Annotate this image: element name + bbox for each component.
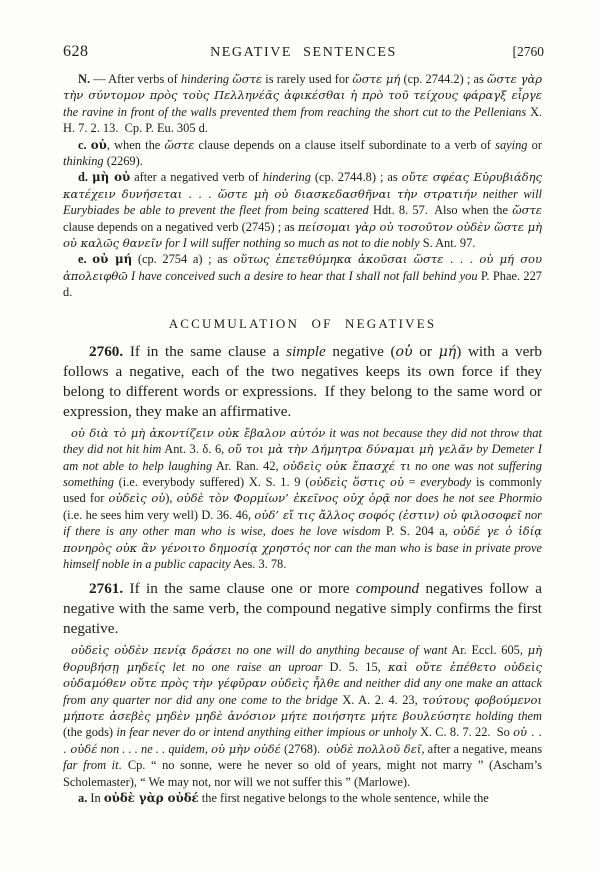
text-run: simple bbox=[286, 342, 326, 360]
text-run: οὐδὲ πολλοῦ δεῖ bbox=[326, 741, 422, 756]
text-run: nor can the man who is base in private prove himself noble in a public capacity bbox=[63, 540, 542, 571]
text-run: (i.e. he sees him very well) D. 36. 46, bbox=[63, 507, 255, 522]
text-run: negatives follow a negative with the same verb, the compound negative simply confirms the first negative. bbox=[63, 580, 542, 638]
text-run: Ar. Ran. 42, bbox=[212, 458, 283, 473]
text-run: or bbox=[412, 342, 439, 360]
text-run: οὔτε σφέας Εὐρυβιάδης κατέχειν δυνήσεται . . . ὥστε μὴ οὐ διασκεδασθῆναι τὴν στρατιήν bbox=[63, 170, 542, 201]
text-run: let no one raise an uproar bbox=[165, 659, 323, 674]
text-run: (cp. 2744.8) ; as bbox=[310, 170, 402, 185]
text-run: X. A. 2. 4. 23, bbox=[337, 692, 423, 707]
section-heading: ACCUMULATION OF NEGATIVES bbox=[168, 315, 437, 331]
text-run: nor does he not see Phormio bbox=[390, 491, 542, 506]
text-run: οὐδὲ τὸν Φορμίων’ ἐκεῖνος οὐχ ὁρᾷ bbox=[176, 491, 391, 506]
section-2761 bbox=[63, 579, 542, 639]
text-run: οὐδ’ εἴ τις ἄλλος σοφός (ἐστιν) οὐ φιλοσοφεῖ bbox=[254, 507, 522, 522]
text-run: Ar. Eccl. 605, bbox=[447, 643, 528, 658]
text-run: οὐδεὶς οὐ bbox=[108, 491, 166, 506]
text-run: (2269). bbox=[103, 154, 143, 169]
note-e bbox=[63, 251, 542, 300]
running-title: NEGATIVE SENTENCES bbox=[210, 45, 397, 60]
text-run: far from it bbox=[63, 758, 119, 773]
text-run: (2768). bbox=[280, 741, 327, 756]
text-run: μή bbox=[438, 343, 457, 360]
text-run: is rarely used for bbox=[262, 72, 353, 86]
text-run: it was not because they did not throw that they did not hit him bbox=[63, 425, 543, 457]
text-run: (cp. 2744.2) ; as bbox=[400, 72, 488, 86]
text-run: nor if there is any other man who is wise, does he love wisdom bbox=[63, 507, 542, 539]
text-run: οὐδεὶς ὅστις οὐ bbox=[309, 474, 404, 489]
text-run: οὐ διὰ τὸ μὴ ἀκοντίζειν οὐκ ἔβαλον αὐτόν bbox=[71, 425, 326, 440]
text-run: Hdt. 8. 57. Also when the bbox=[368, 203, 513, 218]
text-run: negative ( bbox=[325, 342, 396, 360]
text-run: d. bbox=[78, 170, 92, 185]
text-run: is commonly used for bbox=[63, 474, 542, 506]
text-run: — After verbs of bbox=[90, 72, 181, 86]
text-run: the ravine in front of the walls prevented them from reaching the short cut to the Pellenians bbox=[63, 104, 527, 119]
text-run: ὥστε bbox=[232, 72, 263, 86]
text-run: a. bbox=[78, 791, 88, 805]
text-run: after a negatived verb of bbox=[130, 170, 263, 185]
text-run: X. C. 8. 7. 22. So bbox=[416, 725, 514, 740]
text-run: ), bbox=[165, 491, 177, 506]
text-run: for I will suffer nothing so much as not to die nobly bbox=[162, 236, 420, 251]
text-run: οὐ μή bbox=[92, 252, 133, 267]
text-run: non . . . ne . . quidem bbox=[97, 741, 205, 756]
text-run: hindering bbox=[180, 72, 230, 86]
page-body bbox=[63, 71, 542, 806]
text-run: (the gods) bbox=[63, 725, 117, 740]
text-run: hindering bbox=[262, 170, 311, 185]
page-number: 628 bbox=[63, 43, 89, 60]
text-run: οὐδεὶς οὐκ ἔπασχέ τι bbox=[283, 458, 411, 473]
text-run: by Demeter I am not able to help laughing bbox=[63, 442, 542, 473]
text-run: I have conceived such a desire to hear that I shall not fall behind you bbox=[127, 268, 478, 283]
text-run: saying bbox=[495, 137, 528, 152]
text-run: Ant. 3. δ. 6, bbox=[161, 442, 228, 457]
note-N bbox=[63, 71, 542, 137]
text-run: c. bbox=[78, 137, 91, 152]
text-run: compound bbox=[355, 580, 420, 598]
text-run: ὥστε μή bbox=[352, 72, 401, 86]
note-a bbox=[63, 790, 542, 806]
text-run: . Cp. “ no sonne, were he never so old of years, might not marry ” (Ascham’s Scholemaster), “ We may not, nor will we not suffer this ” (Marlowe). bbox=[63, 758, 542, 789]
text-run: μὴ οὐ bbox=[91, 170, 131, 185]
text-run: ) with a verb follows a negative, each of the two negatives keeps its own force if they belong to different words or expressions. If they belong to the same word or expression, they make an affirmative. bbox=[63, 342, 542, 420]
text-run: everybody bbox=[420, 474, 472, 489]
text-run: οὐδὲ γὰρ οὐδέ bbox=[103, 791, 199, 805]
text-run: ὥστε bbox=[164, 137, 195, 152]
text-run: D. 5. 15, bbox=[322, 659, 388, 674]
text-run: no one was not suffering something bbox=[63, 458, 543, 489]
text-run: οὐδέ γε ὁ ἰδίᾳ πονηρὸς οὐκ ἂν γένοιτο δημοσίᾳ χρηστός bbox=[63, 524, 543, 555]
text-run: in fear never do or intend anything either impious or unholy bbox=[116, 725, 417, 740]
text-run: πείσομαι γὰρ οὐ τοσοῦτον οὐδὲν ὥστε μὴ οὐ καλῶς θανεῖν bbox=[63, 219, 542, 251]
text-run: , after a negative, means bbox=[421, 741, 543, 756]
text-run: οὐ . . . οὐδέ bbox=[63, 725, 542, 756]
text-run: P. S. 204 a, bbox=[380, 524, 454, 539]
text-run: οὐ bbox=[395, 343, 413, 360]
text-run: 2761. bbox=[89, 580, 124, 598]
text-run: οὐ μὴν οὐδέ bbox=[211, 741, 281, 756]
text-run: οὕτως ἐπετεθύμηκα ἀκοῦσαι ὥστε . . . οὐ μή σου ἀπολειφθῶ bbox=[63, 252, 542, 283]
text-run: holding them bbox=[471, 708, 542, 723]
text-run: S. Ant. 97. bbox=[419, 236, 476, 251]
text-run: (cp. 2754 a) ; as bbox=[132, 252, 234, 267]
text-run: N. bbox=[78, 72, 91, 86]
text-run: Aes. 3. 78. bbox=[230, 556, 287, 571]
text-run: and neither did any one make an attack from any quarter nor did any one come to the bridge bbox=[63, 676, 542, 707]
text-run: the first negative belongs to the whole sentence, while the bbox=[198, 791, 489, 805]
text-run: P. Phae. 227 d. bbox=[63, 268, 542, 300]
example-2760 bbox=[63, 425, 542, 573]
text-run: clause depends on a negatived verb (2745) ; as bbox=[63, 219, 298, 234]
text-run: neither will Eurybiades be able to prevent the fleet from being scattered bbox=[63, 186, 543, 218]
note-d bbox=[63, 169, 542, 251]
text-run: ὥστε bbox=[512, 203, 542, 218]
text-run: τούτους φοβούμενοι μήποτε ἀσεβὲς μηδὲν μηδὲ ἀνόσιον μήτε ποιήσητε μήτε βουλεύσητε bbox=[63, 692, 542, 723]
corner-reference: [2760 bbox=[512, 44, 544, 59]
text-run: X. H. 7. 2. 13. Cp. P. Eu. 305 d. bbox=[63, 104, 542, 136]
text-run: μὴ θορυβήσῃ μηδείς bbox=[63, 643, 542, 674]
text-run: , bbox=[204, 741, 212, 756]
text-run: e. bbox=[78, 252, 93, 267]
text-run: (i.e. everybody suffered) X. S. 1. 9 ( bbox=[113, 474, 310, 489]
text-run: οὐδεὶς οὐδὲν πενίᾳ δράσει bbox=[71, 643, 232, 658]
text-run: no one will do anything because of want bbox=[231, 643, 448, 658]
section-2760 bbox=[63, 342, 542, 422]
text-run: καὶ οὔτε ἐπέθετο οὐδεὶς οὐδαμόθεν οὔτε πρὸς τὴν γέφῡραν οὐδεὶς ἦλθε bbox=[63, 659, 542, 691]
text-run: In bbox=[87, 791, 104, 805]
page-header bbox=[63, 43, 544, 61]
text-run: thinking bbox=[63, 154, 104, 169]
example-2761 bbox=[63, 642, 542, 790]
text-run: οὐ bbox=[90, 137, 107, 152]
text-run: οὔ τοι μὰ τὴν Δήμητρα δύναμαι μὴ γελᾶν bbox=[227, 442, 473, 457]
text-run: ὥστε γὰρ τὴν σύντομον πρὸς τοὺς Πελληνέᾱς ἀφικέσθαι ἡ πρὸ τοῦ τείχους φάραγξ εἶργε bbox=[63, 72, 542, 103]
text-run: If in the same clause a bbox=[123, 342, 287, 360]
text-run: 2760. bbox=[89, 342, 124, 360]
text-run: = bbox=[403, 474, 421, 489]
text-run: , when the bbox=[106, 137, 165, 152]
note-c bbox=[63, 137, 542, 170]
text-run: If in the same clause one or more bbox=[123, 580, 356, 598]
text-run: clause depends on a clause itself subordinate to a verb of bbox=[194, 137, 496, 152]
text-run: or bbox=[527, 137, 543, 152]
